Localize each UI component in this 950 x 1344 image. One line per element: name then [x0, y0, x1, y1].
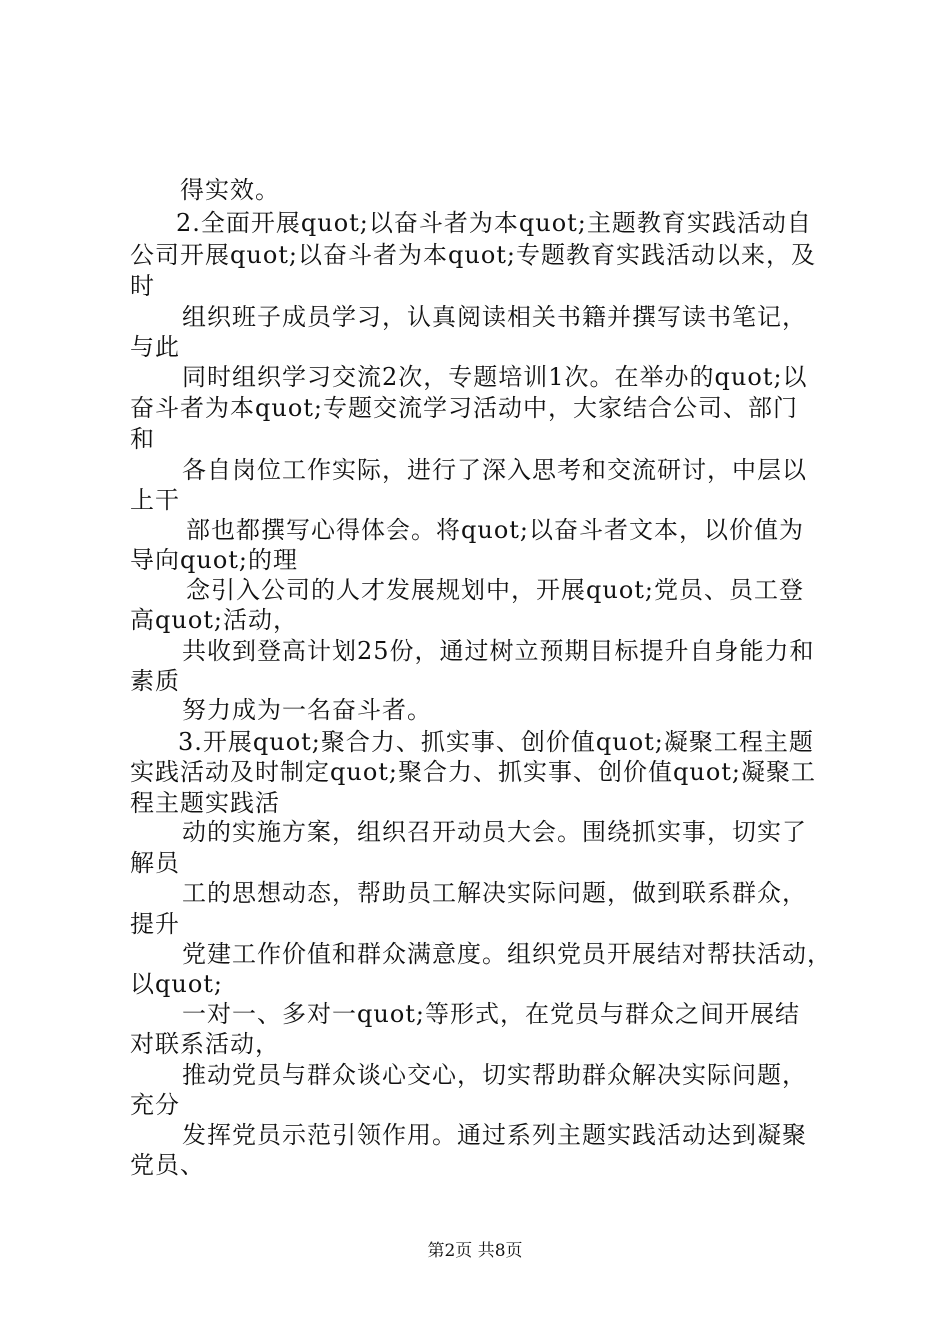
text-line: 以quot; — [130, 970, 223, 998]
text-line: 部也都撰写心得体会。将quot;以奋斗者文本，以价值为 — [186, 516, 804, 544]
text-line: 发挥党员示范引领作用。通过系列主题实践活动达到凝聚 — [182, 1121, 807, 1149]
text-line: 2.全面开展quot;以奋斗者为本quot;主题教育实践活动自 — [176, 209, 812, 237]
text-line: 努力成为一名奋斗者。 — [182, 696, 432, 724]
text-line: 党建工作价值和群众满意度。组织党员开展结对帮扶活动， — [182, 940, 832, 968]
text-line: 时 — [130, 272, 155, 300]
text-line: 上干 — [130, 486, 180, 514]
text-line: 念引入公司的人才发展规划中，开展quot;党员、员工登 — [186, 576, 804, 604]
text-line: 工的思想动态，帮助员工解决实际问题，做到联系群众， — [182, 879, 807, 907]
text-line: 同时组织学习交流2次，专题培训1次。在举办的quot;以 — [182, 363, 808, 391]
text-line: 3.开展quot;聚合力、抓实事、创价值quot;凝聚工程主题 — [178, 728, 814, 756]
text-line: 和 — [130, 425, 155, 453]
text-line: 提升 — [130, 910, 180, 938]
text-line: 程主题实践活 — [130, 789, 280, 817]
text-line: 素质 — [130, 667, 180, 695]
text-line: 高quot;活动， — [130, 606, 298, 634]
page-number-footer: 第2页 共8页 — [427, 1241, 523, 1261]
text-line: 实践活动及时制定quot;聚合力、抓实事、创价值quot;凝聚工 — [130, 758, 816, 786]
text-line: 各自岗位工作实际，进行了深入思考和交流研讨，中层以 — [182, 456, 807, 484]
text-line: 动的实施方案，组织召开动员大会。围绕抓实事，切实了 — [182, 818, 807, 846]
text-line: 充分 — [130, 1091, 180, 1119]
text-line: 导向quot;的理 — [130, 546, 298, 574]
text-line: 与此 — [130, 333, 180, 361]
text-line: 解员 — [130, 849, 180, 877]
text-line: 奋斗者为本quot;专题交流学习活动中，大家结合公司、部门 — [130, 394, 798, 422]
text-line: 党员、 — [130, 1151, 205, 1179]
text-line: 推动党员与群众谈心交心，切实帮助群众解决实际问题， — [182, 1061, 807, 1089]
text-line: 对联系活动， — [130, 1030, 280, 1058]
text-line: 一对一、多对一quot;等形式，在党员与群众之间开展结 — [182, 1000, 800, 1028]
text-line: 组织班子成员学习，认真阅读相关书籍并撰写读书笔记， — [182, 303, 807, 331]
text-line: 共收到登高计划25份，通过树立预期目标提升自身能力和 — [182, 637, 815, 665]
text-line: 公司开展quot;以奋斗者为本quot;专题教育实践活动以来，及 — [130, 241, 816, 269]
text-line: 得实效。 — [180, 176, 280, 204]
